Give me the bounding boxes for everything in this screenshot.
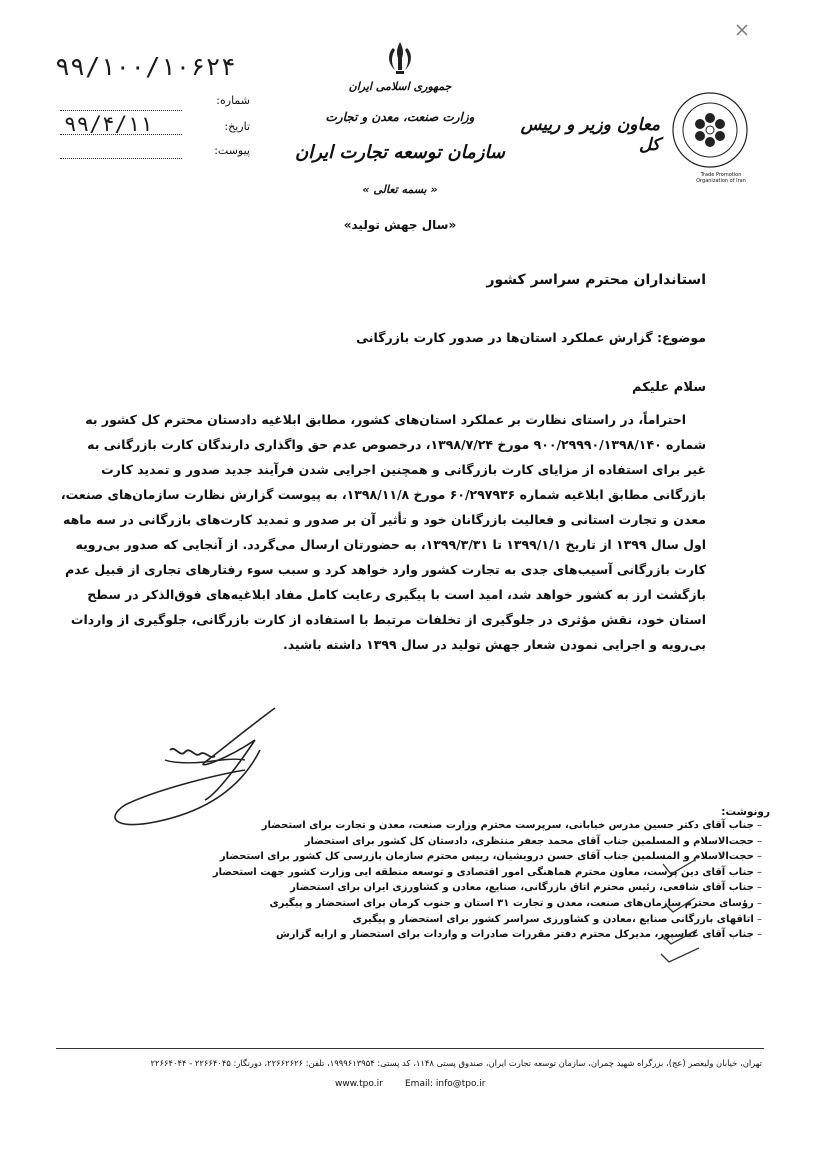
year-slogan: «سال جهش تولید»: [343, 218, 457, 232]
invocation: « بسمه تعالی »: [362, 183, 438, 196]
body-line: کارت بازرگانی آسیب‌های جدی به تجارت کشور وارد خواهد کرد و سبب سوء رفتارهای تجاری از قبیل عدم: [65, 562, 706, 577]
handwritten-signature: [95, 700, 285, 835]
cc-item: – حجت‌الاسلام و المسلمین جناب آقای محمد جعفر منتظری، دادستان کل کشور برای استحضار: [202, 834, 762, 850]
subject: موضوع: گزارش عملکرد استان‌ها در صدور کارت بازرگانی: [356, 330, 706, 345]
body-line: شماره ۹۰۰/۲۹۹۹۰/۱۳۹۸/۱۴۰ مورخ ۱۳۹۸/۷/۲۴، درخصوص عدم حق واگذاری دارندگان کارت بازرگانی به: [87, 437, 706, 452]
scan-mark: [735, 22, 749, 36]
body-line: بازرگانی مطابق ابلاغیه شماره ۶۰/۲۹۷۹۳۶ مورخ ۱۳۹۸/۱۱/۸، به پیوست گزارش نظارت سازمان‌های صنعت،: [60, 487, 706, 502]
body-paragraph: [60, 407, 706, 657]
header-deputy-title: معاون وزیر و رییس کل: [520, 115, 660, 155]
addressee: استانداران محترم سراسر کشور: [486, 272, 706, 288]
checkmark-annotations: [655, 858, 705, 968]
header-organization: سازمان توسعه تجارت ایران: [294, 142, 506, 163]
header-ministry: وزارت صنعت، معدن و تجارت: [325, 110, 475, 124]
body-line: معدن و تجارت استانی و فعالیت بازرگانان خود و تأثیر آن بر صدور و تمدید کارت‌های بازرگانی در سه ماهه: [63, 512, 706, 527]
number-line: [60, 110, 182, 111]
tpo-logo: [670, 90, 750, 170]
cc-title: رونوشت:: [721, 806, 770, 818]
number-label: شماره:: [216, 94, 250, 107]
handwritten-date: ۹۹/۴/۱۱: [64, 112, 153, 136]
body-line: بازگشت ارز به کشور خواهد شد، امید است با پیگیری رعایت کامل مفاد ابلاغیه‌های فوق‌الذکر در سطح: [87, 587, 706, 602]
footer-website: www.tpo.ir: [335, 1079, 383, 1089]
cc-item: – جناب آقای عباسپور، مدیرکل محترم دفتر مقررات صادرات و واردات برای استحضار و ارایه گزارش: [202, 927, 762, 943]
date-line: [60, 134, 182, 135]
cc-item: – حجت‌الاسلام و المسلمین جناب آقای حسن درویشیان، رییس محترم سازمان بازرسی کل کشور برای استحضار: [202, 849, 762, 865]
body-line: غیر برای استفاده از مزایای کارت بازرگانی و همچنین اجرایی شدن فرآیند جدید صدور و تمدید کارت: [101, 462, 706, 477]
handwritten-letter-number: ۹۹/۱۰۰/۱۰۶۲۴: [55, 52, 236, 81]
greeting: سلام علیکم: [632, 380, 706, 395]
body-line: اول سال ۱۳۹۹ از تاریخ ۱۳۹۹/۱/۱ تا ۱۳۹۹/۳/۳۱، به حضورتان ارسال می‌گردد. از آنجایی که صدور بی‌رویه: [75, 537, 706, 552]
cc-item: – جناب آقای دکتر حسین مدرس خیابانی، سرپرست محترم وزارت صنعت، معدن و تجارت برای استحضار: [202, 818, 762, 834]
body-line: احتراماً، در راستای نظارت بر عملکرد استان‌های کشور، مطابق ابلاغیه دادستان محترم کل کشور به: [85, 412, 686, 427]
footer-divider: [56, 1048, 764, 1049]
date-label: تاریخ:: [224, 120, 250, 133]
footer-email: Email: info@tpo.ir: [405, 1079, 486, 1089]
cc-item: – جناب آقای دین پرست، معاون محترم هماهنگی امور اقتصادی و توسعه منطقه ایی وزارت کشور جهت استحضار: [202, 865, 762, 881]
footer-address: تهران، خیابان ولیعصر (عج)، بزرگراه شهید چمران، سازمان توسعه تجارت ایران، صندوق پستی ۱۱۴۸، کد پستی: ۱۹۹۹۶۱۳۹۵۴، تلفن: ۲۲۶۶۲۶۲۶، دورنگار: ۲۲۶۶۴۰۴۵ - ۲۲۶۶۴۰۴۴: [150, 1058, 762, 1068]
attachment-line: [60, 158, 182, 159]
header-republic: جمهوری اسلامی ایران: [348, 80, 452, 93]
meta-block: [60, 90, 250, 170]
body-line: استان خود، نقش مؤثری در جلوگیری از تخلفات مرتبط با استفاده از کارت بازرگانی، جلوگیری از واردات: [70, 612, 706, 627]
cc-item: – اتاقهای بازرگانی صنایع ،معادن و کشاورزی سراسر کشور برای استحضار و پیگیری: [202, 912, 762, 928]
attachment-label: پیوست:: [214, 144, 250, 157]
cc-item: – رؤسای محترم سازمان‌های صنعت، معدن و تجارت ۳۱ استان و جنوب کرمان برای استحضار و پیگیری: [202, 896, 762, 912]
body-line: بی‌رویه و اجرایی نمودن شعار جهش تولید در سال ۱۳۹۹ داشته باشید.: [282, 637, 706, 652]
iran-emblem: [383, 40, 417, 76]
tpo-logo-caption: Trade Promotion Organization of Iran: [696, 172, 746, 184]
cc-item: – جناب آقای شافعی، رئیس محترم اتاق بازرگانی، صنایع، معادن و کشاورزی ایران برای استحضار: [202, 880, 762, 896]
